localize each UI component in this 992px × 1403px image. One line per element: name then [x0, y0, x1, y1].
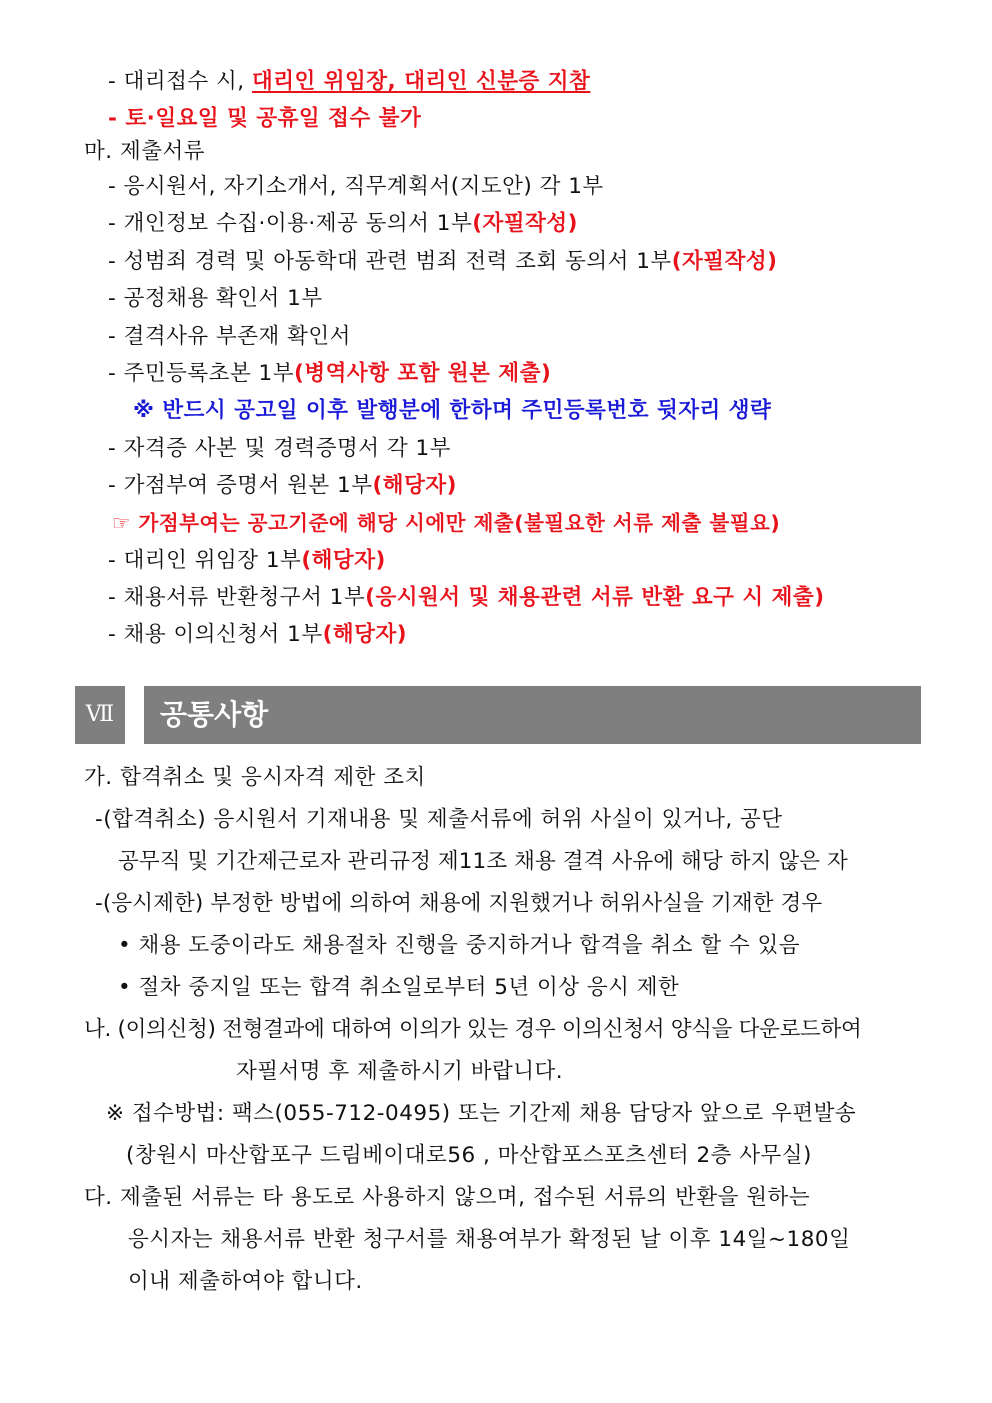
- mailing-address: (창원시 마산합포구 드림베이대로56 , 마산합포스포츠센터 2층 사무실): [126, 1143, 812, 1168]
- proxy-required-docs: 대리인 위임장, 대리인 신분증 지참: [251, 69, 591, 94]
- doc-item: - 가점부여 증명서 원본 1부(해당자): [108, 473, 457, 498]
- objection-item: 나. (이의신청) 전형결과에 대하여 이의가 있는 경우 이의신청서 양식을 다운로드하여: [84, 1017, 862, 1042]
- submission-method-note: ※ 접수방법: 팩스(055-712-0495) 또는 기간제 채용 담당자 앞으로 우편발송: [106, 1101, 857, 1126]
- doc-item: - 개인정보 수집·이용·제공 동의서 1부(자필작성): [108, 211, 578, 236]
- subheading-cancellation: 가. 합격취소 및 응시자격 제한 조치: [84, 765, 426, 790]
- doc-item: - 채용 이의신청서 1부(해당자): [108, 622, 408, 647]
- doc-item: - 응시원서, 자기소개서, 직무계획서(지도안) 각 1부: [108, 174, 604, 199]
- doc-item: - 자격증 사본 및 경력증명서 각 1부: [108, 436, 451, 461]
- resident-record-note: ※ 반드시 공고일 이후 발행분에 한하며 주민등록번호 뒷자리 생략: [133, 398, 772, 423]
- proxy-submission-line: - 대리접수 시, 대리인 위임장, 대리인 신분증 지참: [108, 69, 591, 94]
- restriction-bullet: • 채용 도중이라도 채용절차 진행을 중지하거나 합격을 취소 할 수 있음: [118, 933, 801, 958]
- doc-item: - 성범죄 경력 및 아동학대 관련 범죄 전력 조회 동의서 1부(자필작성): [108, 249, 778, 274]
- document-return-cont: 응시자는 채용서류 반환 청구서를 채용여부가 확정된 날 이후 14일~180일: [128, 1227, 851, 1252]
- doc-item: - 결격사유 부존재 확인서: [108, 324, 351, 349]
- cancellation-item-cont: 공무직 및 기간제근로자 관리규정 제11조 채용 결격 사유에 해당 하지 않은 자: [118, 849, 848, 874]
- document-return-cont: 이내 제출하여야 합니다.: [128, 1269, 363, 1294]
- doc-item: - 공정채용 확인서 1부: [108, 286, 323, 311]
- cancellation-item: -(합격취소) 응시원서 기재내용 및 제출서류에 허위 사실이 있거나, 공단: [95, 807, 783, 832]
- section-title: 공통사항: [144, 686, 921, 744]
- doc-item: - 채용서류 반환청구서 1부(응시원서 및 채용관련 서류 반환 요구 시 제출): [108, 585, 825, 610]
- bonus-points-note: ☞ 가점부여는 공고기준에 해당 시에만 제출(불필요한 서류 제출 불필요): [112, 511, 781, 535]
- section-number: Ⅶ: [75, 686, 125, 744]
- restriction-bullet: • 절차 중지일 또는 합격 취소일로부터 5년 이상 응시 제한: [118, 975, 680, 1000]
- doc-item: - 주민등록초본 1부(병역사항 포함 원본 제출): [108, 361, 552, 386]
- objection-item-cont: 자필서명 후 제출하시기 바랍니다.: [236, 1059, 564, 1084]
- doc-item: - 대리인 위임장 1부(해당자): [108, 548, 386, 573]
- restriction-item: -(응시제한) 부정한 방법에 의하여 채용에 지원했거나 허위사실을 기재한 경우: [95, 891, 823, 916]
- documents-heading: 마. 제출서류: [84, 139, 206, 164]
- weekend-notice: - 토·일요일 및 공휴일 접수 불가: [108, 106, 422, 131]
- document-return-item: 다. 제출된 서류는 타 용도로 사용하지 않으며, 접수된 서류의 반환을 원하는: [84, 1185, 811, 1210]
